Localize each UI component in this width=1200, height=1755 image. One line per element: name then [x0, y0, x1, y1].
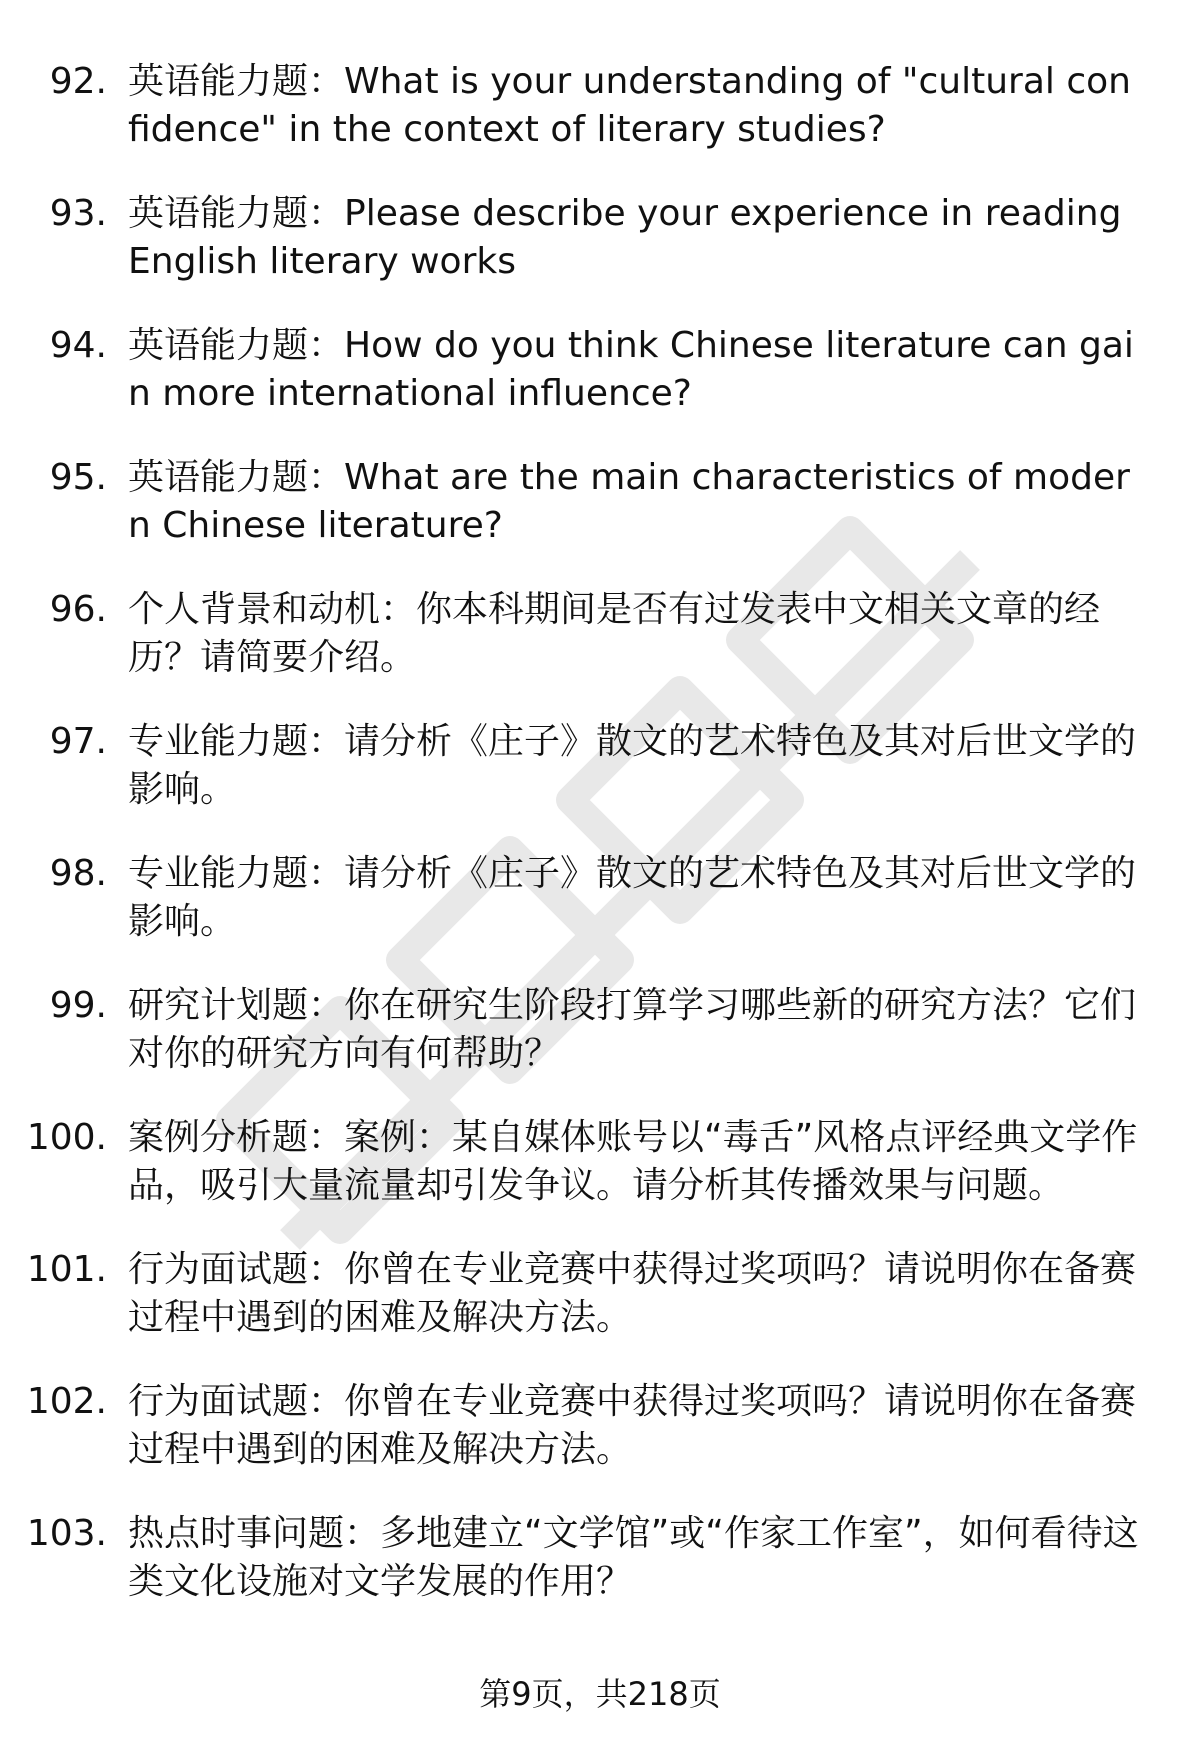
list-item — [0, 454, 1200, 586]
item-text: 个人背景和动机：你本科期间是否有过发表中文相关文章的经历？请简要介绍。 — [128, 589, 1101, 678]
list-item — [0, 982, 1200, 1114]
item-text: 英语能力题：What are the main characteristics of modern Chinese literature? — [128, 457, 1130, 546]
item-number: 101. — [26, 1249, 107, 1290]
item-text: 英语能力题：What is your understanding of "cultural confidence" in the context of literary studies? — [128, 61, 1131, 150]
item-number: 98. — [49, 853, 107, 894]
list-item — [0, 58, 1200, 190]
item-text: 英语能力题：Please describe your experience in reading English literary works — [128, 193, 1122, 282]
item-text: 研究计划题：你在研究生阶段打算学习哪些新的研究方法？它们对你的研究方向有何帮助？ — [128, 985, 1137, 1074]
item-text: 行为面试题：你曾在专业竞赛中获得过奖项吗？请说明你在备赛过程中遇到的困难及解决方法。 — [128, 1381, 1137, 1470]
item-number: 95. — [49, 457, 107, 498]
item-number: 94. — [49, 325, 107, 366]
question-list — [0, 58, 1200, 1642]
list-item — [0, 322, 1200, 454]
item-number: 96. — [49, 589, 107, 630]
list-item — [0, 850, 1200, 982]
list-item — [0, 718, 1200, 850]
item-number: 103. — [26, 1513, 107, 1554]
page-footer: 第9页，共218页 — [479, 1675, 721, 1713]
item-number: 92. — [49, 61, 107, 102]
item-text: 专业能力题：请分析《庄子》散文的艺术特色及其对后世文学的影响。 — [128, 853, 1137, 942]
list-item — [0, 1378, 1200, 1510]
item-number: 99. — [49, 985, 107, 1026]
item-text: 热点时事问题：多地建立“文学馆”或“作家工作室”，如何看待这类文化设施对文学发展的作用？ — [128, 1513, 1139, 1602]
item-text: 案例分析题：案例：某自媒体账号以“毒舌”风格点评经典文学作品，吸引大量流量却引发争议。请分析其传播效果与问题。 — [128, 1117, 1138, 1206]
item-number: 97. — [49, 721, 107, 762]
item-number: 102. — [26, 1381, 107, 1422]
item-text: 行为面试题：你曾在专业竞赛中获得过奖项吗？请说明你在备赛过程中遇到的困难及解决方法。 — [128, 1249, 1137, 1338]
list-item — [0, 1114, 1200, 1246]
list-item — [0, 1510, 1200, 1642]
list-item — [0, 586, 1200, 718]
item-number: 100. — [26, 1117, 107, 1158]
item-number: 93. — [49, 193, 107, 234]
item-text: 专业能力题：请分析《庄子》散文的艺术特色及其对后世文学的影响。 — [128, 721, 1137, 810]
item-text: 英语能力题：How do you think Chinese literature can gain more international influence? — [128, 325, 1134, 414]
list-item — [0, 190, 1200, 322]
list-item — [0, 1246, 1200, 1378]
